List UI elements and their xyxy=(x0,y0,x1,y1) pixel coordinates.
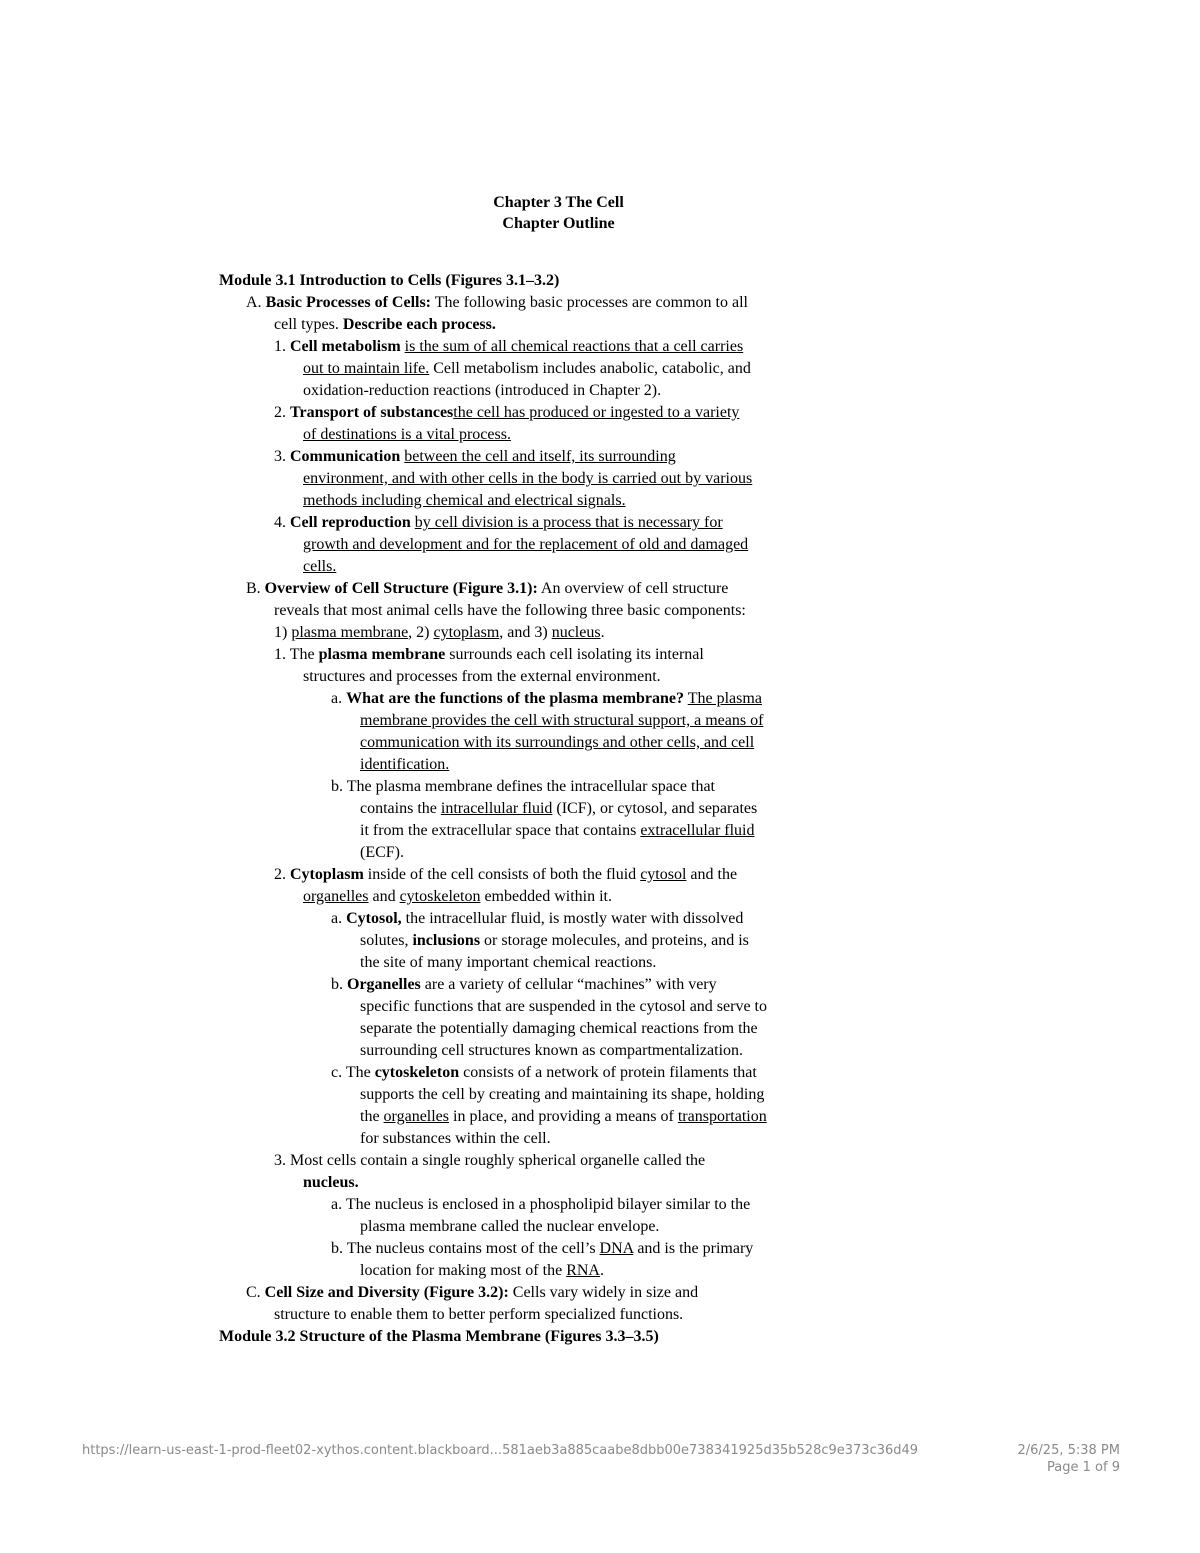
item-number: 2. xyxy=(274,404,286,421)
item-b3a-line-1 xyxy=(331,1195,750,1215)
item-letter: a. xyxy=(331,1196,343,1213)
item-a4-line-2: growth and development and for the replacement of old and damaged xyxy=(303,536,749,553)
item-letter: a. xyxy=(331,910,343,927)
answer-text: plasma membrane xyxy=(291,624,409,641)
body-text: The following basic processes are common to all xyxy=(434,294,748,311)
term: Cell reproduction xyxy=(290,514,411,531)
item-b1-line-1 xyxy=(274,645,704,665)
item-b1a-line-1 xyxy=(331,689,762,709)
item-b3a-line-2: plasma membrane called the nuclear envelope. xyxy=(360,1218,660,1235)
item-b3-line-2: nucleus. xyxy=(303,1174,359,1191)
section-a-line-2 xyxy=(274,315,496,335)
item-number: 1. The xyxy=(274,646,315,663)
item-b2c-line-1 xyxy=(331,1063,757,1083)
section-marker: A. xyxy=(246,294,262,311)
body-text: contains the xyxy=(360,800,437,817)
body-text: and xyxy=(372,888,396,905)
answer-text: between the cell and itself, its surrounding xyxy=(404,448,676,465)
section-c-line-1 xyxy=(246,1283,698,1303)
item-letter: b. xyxy=(331,976,343,993)
section-heading: Basic Processes of Cells: xyxy=(265,294,432,311)
term: plasma membrane xyxy=(318,646,446,663)
item-b3b-line-1 xyxy=(331,1239,753,1259)
item-b1b-line-4: (ECF). xyxy=(360,844,404,861)
item-a4-line-1 xyxy=(274,513,723,533)
item-letter: b. xyxy=(331,778,343,795)
item-b1a-line-3: communication with its surroundings and other cells, and cell xyxy=(360,734,755,751)
print-datetime: 2/6/25, 5:38 PM xyxy=(1017,1443,1120,1458)
body-text: The nucleus is enclosed in a phospholipid bilayer similar to the xyxy=(345,1196,751,1213)
item-b2c-line-3 xyxy=(360,1107,767,1127)
answer-text: out to maintain life. xyxy=(303,360,430,377)
item-a1-line-1 xyxy=(274,337,743,357)
answer-text: cytoskeleton xyxy=(399,888,481,905)
chapter-title: Chapter 3 The Cell xyxy=(493,194,624,211)
body-text: Cell metabolism includes anabolic, catabolic, and xyxy=(433,360,751,377)
item-number: 4. xyxy=(274,514,286,531)
section-marker: B. xyxy=(246,580,261,597)
module-3-2-heading: Module 3.2 Structure of the Plasma Membrane (Figures 3.3–3.5) xyxy=(219,1328,659,1345)
item-b2a-line-2 xyxy=(360,931,749,951)
body-text: , and 3) xyxy=(499,624,548,641)
item-a1-line-3: oxidation-reduction reactions (introduced in Chapter 2). xyxy=(303,382,662,399)
answer-text: RNA xyxy=(566,1262,600,1279)
answer-text: DNA xyxy=(599,1240,634,1257)
answer-text: organelles xyxy=(303,888,369,905)
body-text: location for making most of the xyxy=(360,1262,563,1279)
item-b2-line-1 xyxy=(274,865,737,885)
answer-text: The plasma xyxy=(687,690,762,707)
body-text: Cells vary widely in size and xyxy=(512,1284,699,1301)
item-b3b-line-2 xyxy=(360,1261,604,1281)
item-b2b-line-1 xyxy=(331,975,717,995)
item-b3-line-1 xyxy=(274,1151,705,1171)
source-url[interactable]: https://learn-us-east-1-prod-fleet02-xythos.content.blackboard...581aeb3a885caabe8dbb00e738341925d35b528c9e373c36d49 xyxy=(82,1443,919,1458)
item-b2b-line-4: surrounding cell structures known as compartmentalization. xyxy=(360,1042,744,1059)
section-a-line-1 xyxy=(246,293,748,313)
body-text: . xyxy=(600,624,605,641)
body-text: surrounds each cell isolating its internal xyxy=(449,646,704,663)
term: Communication xyxy=(290,448,401,465)
section-b-line-1 xyxy=(246,579,728,599)
answer-text: by cell division is a process that is necessary for xyxy=(414,514,723,531)
body-text: and is the primary xyxy=(637,1240,754,1257)
item-b2c-line-2: supports the cell by creating and maintaining its shape, holding xyxy=(360,1086,765,1103)
body-text: cell types. xyxy=(274,316,339,333)
section-b-line-2: reveals that most animal cells have the following three basic components: xyxy=(274,602,746,619)
item-letter: c. The xyxy=(331,1064,371,1081)
term: cytoskeleton xyxy=(374,1064,460,1081)
module-3-1-heading: Module 3.1 Introduction to Cells (Figures 3.1–3.2) xyxy=(219,272,560,289)
body-text: The nucleus contains most of the cell’s xyxy=(346,1240,596,1257)
term: inclusions xyxy=(412,932,481,949)
item-b2a-line-1 xyxy=(331,909,743,929)
body-text: or storage molecules, and proteins, and is xyxy=(484,932,749,949)
body-text: An overview of cell structure xyxy=(540,580,729,597)
item-a2-line-1 xyxy=(274,403,739,423)
item-letter: b. xyxy=(331,1240,343,1257)
body-text: . xyxy=(599,1262,604,1279)
item-b1b-line-2 xyxy=(360,799,757,819)
body-text: in place, and providing a means of xyxy=(453,1108,674,1125)
item-b2b-line-3: separate the potentially damaging chemical reactions from the xyxy=(360,1020,758,1037)
body-text: The plasma membrane defines the intracellular space that xyxy=(346,778,715,795)
body-text: consists of a network of protein filaments that xyxy=(463,1064,757,1081)
item-b2-line-2 xyxy=(303,887,612,907)
item-number: 3. xyxy=(274,448,286,465)
item-number: 3. xyxy=(274,1152,286,1169)
item-b2a-line-3: the site of many important chemical reactions. xyxy=(360,954,657,971)
term: Organelles xyxy=(347,976,421,993)
chapter-subtitle: Chapter Outline xyxy=(502,215,615,232)
body-text: 1) xyxy=(274,624,288,641)
section-marker: C. xyxy=(246,1284,261,1301)
item-number: 2. xyxy=(274,866,286,883)
body-text: and the xyxy=(690,866,738,883)
body-text: Most cells contain a single roughly spherical organelle called the xyxy=(290,1152,706,1169)
body-text: are a variety of cellular “machines” with very xyxy=(424,976,717,993)
body-text: , 2) xyxy=(408,624,430,641)
section-heading: Cell Size and Diversity (Figure 3.2): xyxy=(264,1284,509,1301)
answer-text: extracellular fluid xyxy=(640,822,755,839)
body-text: solutes, xyxy=(360,932,409,949)
item-a3-line-1 xyxy=(274,447,676,467)
item-a1-line-2 xyxy=(303,359,751,379)
term: Transport of substances xyxy=(290,404,454,421)
body-text: embedded within it. xyxy=(484,888,612,905)
term: Cell metabolism xyxy=(290,338,401,355)
item-b1b-line-1 xyxy=(331,777,715,797)
item-a2-line-2: of destinations is a vital process. xyxy=(303,426,511,443)
body-text: the intracellular fluid, is mostly water with dissolved xyxy=(405,910,744,927)
answer-text: cytosol xyxy=(640,866,687,883)
item-b1a-line-2: membrane provides the cell with structural support, a means of xyxy=(360,712,764,729)
item-a3-line-3: methods including chemical and electrical signals. xyxy=(303,492,626,509)
body-text: it from the extracellular space that contains xyxy=(360,822,637,839)
item-b1-line-2: structures and processes from the external environment. xyxy=(303,668,661,685)
item-a3-line-2: environment, and with other cells in the body is carried out by various xyxy=(303,470,753,487)
item-b1b-line-3 xyxy=(360,821,755,841)
item-a4-line-3: cells. xyxy=(303,558,337,575)
term: Cytosol, xyxy=(346,910,402,927)
item-b1a-line-4: identification. xyxy=(360,756,450,773)
answer-text: nucleus xyxy=(551,624,601,641)
body-text: inside of the cell consists of both the fluid xyxy=(367,866,637,883)
section-b-line-3 xyxy=(274,623,605,643)
body-text: (ICF), or cytosol, and separates xyxy=(556,800,758,817)
page-indicator: Page 1 of 9 xyxy=(1047,1460,1120,1475)
answer-text: intracellular fluid xyxy=(440,800,553,817)
section-c-line-2: structure to enable them to better perform specialized functions. xyxy=(274,1306,684,1323)
answer-text: cytoplasm xyxy=(433,624,500,641)
item-number: 1. xyxy=(274,338,286,355)
item-b2c-line-4: for substances within the cell. xyxy=(360,1130,551,1147)
prompt-text: What are the functions of the plasma membrane? xyxy=(346,690,685,707)
item-b2b-line-2: specific functions that are suspended in the cytosol and serve to xyxy=(360,998,767,1015)
answer-text: is the sum of all chemical reactions that a cell carries xyxy=(404,338,744,355)
answer-text: transportation xyxy=(677,1108,767,1125)
answer-text: organelles xyxy=(383,1108,450,1125)
section-heading: Overview of Cell Structure (Figure 3.1): xyxy=(264,580,538,597)
term: Cytoplasm xyxy=(290,866,364,883)
item-letter: a. xyxy=(331,690,343,707)
prompt-text: Describe each process. xyxy=(342,316,496,333)
answer-text: the cell has produced or ingested to a variety xyxy=(453,404,740,421)
body-text: the xyxy=(360,1108,380,1125)
